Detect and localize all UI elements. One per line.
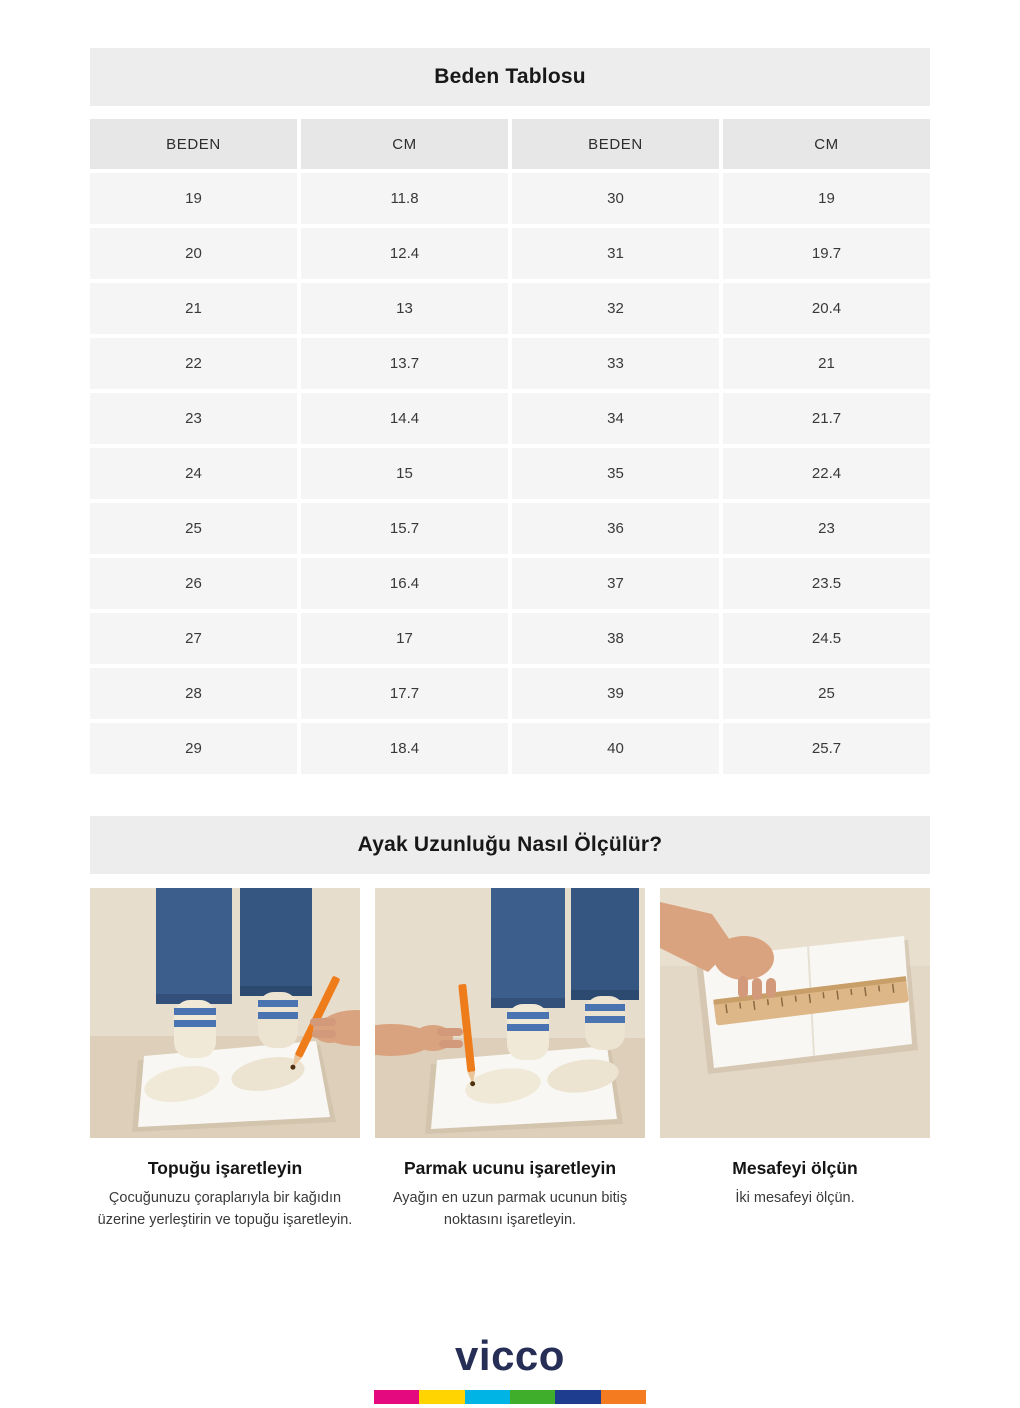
step-title: Parmak ucunu işaretleyin (403, 1158, 617, 1178)
table-cell: 33 (512, 338, 719, 389)
table-cell: 21 (90, 283, 297, 334)
table-cell: 20.4 (723, 283, 930, 334)
stripe-segment (601, 1390, 646, 1404)
footer (0, 1332, 1020, 1404)
table-cell: 32 (512, 283, 719, 334)
table-cell: 15.7 (301, 503, 508, 554)
table-cell: 14.4 (301, 393, 508, 444)
table-header-cell: BEDEN (512, 119, 719, 169)
stripe-segment (555, 1390, 600, 1404)
step-description: Ayağın en uzun parmak ucunun bitiş noktasını işaretleyin. (392, 1190, 628, 1228)
table-cell: 11.8 (301, 173, 508, 224)
table-cell: 19 (723, 173, 930, 224)
toe-marking-photo (375, 888, 645, 1138)
table-cell: 25 (723, 668, 930, 719)
table-cell: 27 (90, 613, 297, 664)
step-description: İki mesafeyi ölçün. (735, 1190, 855, 1206)
table-header-cell: CM (301, 119, 508, 169)
table-cell: 39 (512, 668, 719, 719)
heel-marking-photo (90, 888, 360, 1138)
size-chart-page (0, 48, 1020, 1379)
table-cell: 21.7 (723, 393, 930, 444)
table-cell: 22.4 (723, 448, 930, 499)
table-cell: 34 (512, 393, 719, 444)
table-cell: 29 (90, 723, 297, 774)
stripe-segment (374, 1390, 419, 1404)
table-cell: 15 (301, 448, 508, 499)
table-cell: 20 (90, 228, 297, 279)
size-table-title: Beden Tablosu (90, 48, 930, 106)
table-cell: 17 (301, 613, 508, 664)
table-cell: 17.7 (301, 668, 508, 719)
step-title: Mesafeyi ölçün (732, 1158, 858, 1178)
table-cell: 13 (301, 283, 508, 334)
step-description: Çocuğunuzu çoraplarıyla bir kağıdın üzerine yerleştirin ve topuğu işaretleyin. (97, 1190, 353, 1228)
table-cell: 24.5 (723, 613, 930, 664)
stripe-segment (465, 1390, 510, 1404)
table-cell: 13.7 (301, 338, 508, 389)
table-cell: 30 (512, 173, 719, 224)
table-cell: 28 (90, 668, 297, 719)
page-content (90, 48, 930, 1232)
table-cell: 19.7 (723, 228, 930, 279)
table-cell: 25.7 (723, 723, 930, 774)
step-card-heel (90, 888, 360, 1232)
table-cell: 25 (90, 503, 297, 554)
ruler-measuring-photo (660, 888, 930, 1138)
table-cell: 31 (512, 228, 719, 279)
brand-color-stripe (374, 1390, 646, 1404)
table-cell: 16.4 (301, 558, 508, 609)
table-cell: 37 (512, 558, 719, 609)
table-cell: 35 (512, 448, 719, 499)
measure-guide-title: Ayak Uzunluğu Nasıl Ölçülür? (90, 816, 930, 874)
table-cell: 38 (512, 613, 719, 664)
table-cell: 40 (512, 723, 719, 774)
step-card-measure (660, 888, 930, 1232)
jeans-legs (491, 888, 639, 1008)
table-cell: 21 (723, 338, 930, 389)
table-cell: 26 (90, 558, 297, 609)
table-header-cell: CM (723, 119, 930, 169)
table-cell: 23.5 (723, 558, 930, 609)
size-table (90, 119, 930, 774)
measure-steps (90, 888, 930, 1232)
step-card-toe (375, 888, 645, 1232)
step-title: Topuğu işaretleyin (147, 1158, 303, 1178)
table-cell: 36 (512, 503, 719, 554)
table-cell: 12.4 (301, 228, 508, 279)
table-cell: 19 (90, 173, 297, 224)
table-cell: 24 (90, 448, 297, 499)
table-cell: 23 (90, 393, 297, 444)
stripe-segment (419, 1390, 464, 1404)
brand-logo: vicco (455, 1332, 565, 1379)
table-cell: 23 (723, 503, 930, 554)
stripe-segment (510, 1390, 555, 1404)
table-cell: 22 (90, 338, 297, 389)
table-header-cell: BEDEN (90, 119, 297, 169)
table-cell: 18.4 (301, 723, 508, 774)
